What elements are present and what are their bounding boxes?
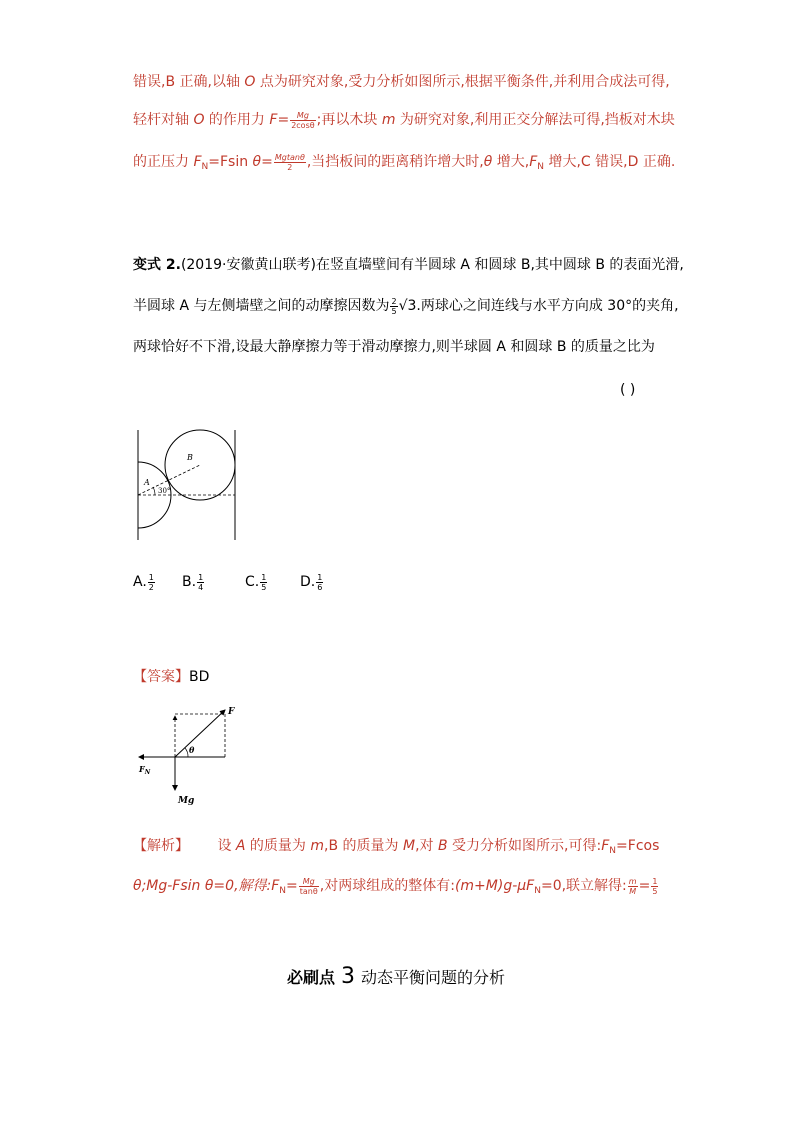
answer-label: 【答案】 — [133, 669, 189, 685]
label-a: A — [144, 478, 150, 487]
force-diagram — [133, 700, 253, 810]
problem-line-2: 半圆球 A 与左侧墙壁之间的动摩擦因数为 $\frac{2}{5}$ √3.两球心之间连线与水平方向成 30°的夹角, — [133, 296, 679, 316]
option-d: D. $\frac{1}{6}$ — [300, 572, 323, 592]
analysis-line-1: 【解析】 设 A 的质量为 m,B 的质量为 M,对 B 受力分析如图所示,可得$:F_N=Fcos$ — [133, 838, 660, 856]
label-b: B — [187, 453, 193, 462]
label-fn: $F_N$ — [139, 764, 151, 776]
prev-analysis-line-1: 错误,B 正确,以轴 O 点为研究对象,受力分析如图所示,根据平衡条件,并利用合成法可得, — [133, 74, 670, 90]
analysis-label: 【解析】 — [133, 838, 189, 854]
answer-bracket: ( ) — [620, 382, 636, 398]
answer-value: BD — [189, 669, 210, 685]
theta-arc — [185, 748, 188, 757]
force-f-arrow — [175, 710, 225, 757]
label-mg: Mg — [178, 796, 195, 806]
label-angle: 30° — [158, 487, 171, 495]
problem-label: 变式 2. — [133, 257, 181, 273]
problem-line-1: 变式 2.(2019·安徽黄山联考)在竖直墙壁间有半圆球 A 和圆球 B,其中圆球 B 的表面光滑, — [133, 257, 684, 273]
spheres-figure — [130, 425, 250, 547]
option-c: C. $\frac{1}{5}$ — [245, 572, 267, 592]
option-a: A. $\frac{1}{2}$ — [133, 572, 154, 592]
prev-analysis-line-3: 的正压力 $F_N=Fsin$ θ= $\frac{Mgtan\theta}{2}$ ,当挡板间的距离稍许增大时,θ 增大$,F_N$ 增大,C 错误,D 正确. — [133, 152, 676, 172]
option-b: B. $\frac{1}{4}$ — [182, 572, 204, 592]
section-title: 必刷点 3 动态平衡问题的分析 — [287, 964, 506, 989]
label-theta: θ — [189, 745, 195, 755]
problem-line-3: 两球恰好不下滑,设最大静摩擦力等于滑动摩擦力,则半球圆 A 和圆球 B 的质量之比为 — [133, 339, 655, 355]
angle-arc — [153, 487, 155, 495]
analysis-line-2: θ;Mg-Fsin θ=0,解得$:F_N=$ $\frac{Mg}{\tan\theta}$ ,对两球组成的整体有$:(m+M)g-\mu F_N=0$,联立解得: $\frac{m}{M}$ = $\frac{1}{5}$ — [133, 876, 658, 896]
prev-analysis-line-2: 轻杆对轴 O 的作用力 F= $\frac{Mg}{2\cos\theta}$ ;再以木块 m 为研究对象,利用正交分解法可得,挡板对木块 — [133, 110, 675, 130]
answer-line — [133, 667, 209, 687]
label-f: F — [228, 707, 235, 717]
